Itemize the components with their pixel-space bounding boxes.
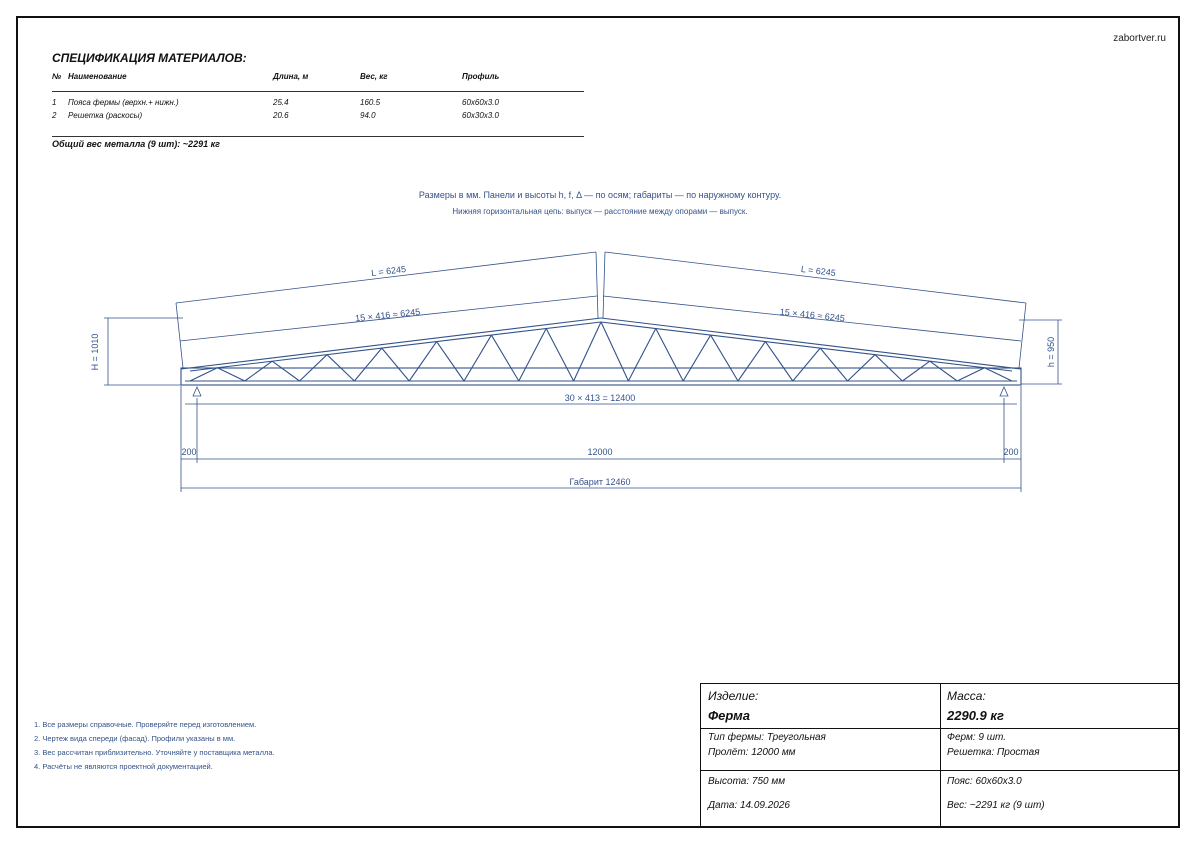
general-note: 1. Все размеры справочные. Проверяйте перед изготовлением. bbox=[34, 720, 257, 729]
spec-header-weight: Вес, кг bbox=[360, 72, 388, 81]
spec-cell: 94.0 bbox=[360, 111, 376, 120]
spec-cell: 160.5 bbox=[360, 98, 381, 107]
truss-lattice: Решетка: Простая bbox=[947, 747, 1040, 758]
spec-header-no: № bbox=[52, 72, 62, 81]
general-notes bbox=[34, 720, 275, 776]
dim-overhang-left: 200 bbox=[181, 447, 197, 457]
truss-span: Пролёт: 12000 мм bbox=[708, 747, 796, 758]
dim-height-right: h = 950 bbox=[1046, 336, 1056, 368]
drawing-note-1: Размеры в мм. Панели и высоты h, f, Δ — по осям; габариты — по наружному контуру. bbox=[418, 190, 782, 200]
title-block-divider bbox=[701, 770, 1179, 771]
spec-cell: 25.4 bbox=[273, 98, 289, 107]
spec-header-profile: Профиль bbox=[462, 72, 500, 81]
spec-cell: Пояса фермы (верхн.+ нижн.) bbox=[68, 98, 179, 107]
dim-top-right-length: L = 6245 bbox=[800, 263, 837, 279]
truss-type: Тип фермы: Треугольная bbox=[708, 732, 826, 743]
top-chord-right-inner bbox=[601, 322, 1012, 371]
chord-profile: Пояс: 60x60x3.0 bbox=[947, 776, 1022, 787]
top-chord-left-inner bbox=[190, 322, 601, 371]
spec-cell: 20.6 bbox=[273, 111, 289, 120]
dim-span: 12000 bbox=[587, 447, 613, 457]
dim-panels-right: 15 × 416 ≈ 6245 bbox=[779, 306, 846, 324]
spec-header-name: Наименование bbox=[68, 72, 127, 81]
dim-overhang-right: 200 bbox=[1003, 447, 1019, 457]
general-note: 2. Чертеж вида спереди (фасад). Профили указаны в мм. bbox=[34, 734, 236, 743]
general-note: 4. Расчёты не являются проектной документацией. bbox=[34, 762, 213, 771]
product-label: Изделие: bbox=[708, 689, 759, 703]
spec-cell: 1 bbox=[52, 98, 57, 107]
dim-panels-left: 15 × 416 ≈ 6245 bbox=[354, 306, 421, 324]
drawing-note-2: Нижняя горизонтальная цепь: выпуск — расстояние между опорами — выпуск. bbox=[452, 207, 748, 216]
support-left bbox=[193, 387, 201, 396]
ext-line bbox=[1019, 303, 1026, 368]
dim-top-left-length: L = 6245 bbox=[370, 263, 407, 279]
spec-cell: 60x60x3.0 bbox=[462, 98, 499, 107]
title-block-divider bbox=[940, 684, 941, 827]
truss-height: Высота: 750 мм bbox=[708, 776, 786, 787]
spec-cell: 60x30x3.0 bbox=[462, 111, 499, 120]
mass-value: 2290.9 кг bbox=[947, 708, 1004, 723]
dim-line-top-right bbox=[605, 252, 1026, 303]
general-note: 3. Вес рассчитан приблизительно. Уточняйте у поставщика металла. bbox=[34, 748, 275, 757]
dim-overall: Габарит 12460 bbox=[569, 477, 631, 487]
truss-count: Ферм: 9 шт. bbox=[947, 732, 1007, 743]
site-name: zabortver.ru bbox=[1113, 33, 1166, 44]
spec-header-length: Длина, м bbox=[273, 72, 309, 81]
total-weight: Вес: ~2291 кг (9 шт) bbox=[947, 800, 1045, 811]
bottom-chord bbox=[181, 368, 1021, 385]
dim-height-left: H = 1010 bbox=[90, 333, 100, 371]
product-value: Ферма bbox=[708, 708, 750, 723]
support-right bbox=[1000, 387, 1008, 396]
dim-bottom-panels: 30 × 413 = 12400 bbox=[564, 393, 636, 403]
spec-cell: Решетка (раскосы) bbox=[68, 111, 143, 120]
title-block-divider bbox=[701, 728, 1179, 729]
ext-line bbox=[603, 252, 605, 318]
ext-line bbox=[176, 303, 183, 368]
spec-title: СПЕЦИФИКАЦИЯ МАТЕРИАЛОВ: bbox=[52, 51, 247, 65]
title-block bbox=[700, 683, 1180, 828]
ext-line bbox=[596, 252, 598, 318]
spec-cell: 2 bbox=[52, 111, 57, 120]
drawing-date: Дата: 14.09.2026 bbox=[708, 800, 790, 811]
mass-label: Масса: bbox=[947, 689, 986, 703]
dim-line-top-left bbox=[176, 252, 596, 303]
spec-total: Общий вес металла (9 шт): ~2291 кг bbox=[52, 139, 220, 149]
